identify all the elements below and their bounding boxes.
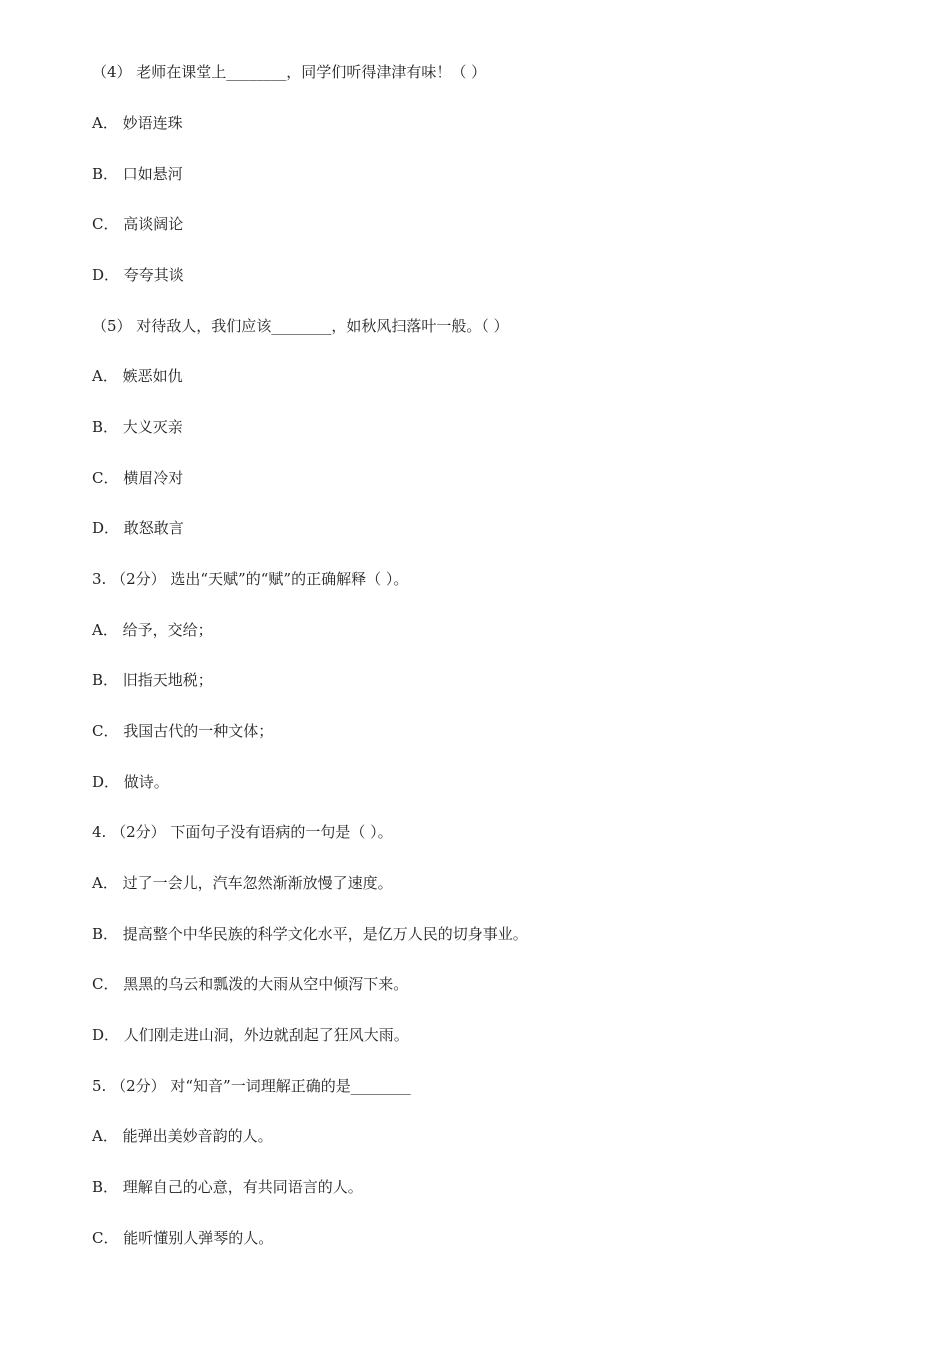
q4-option-d: D． 夸夸其谈 (92, 266, 184, 284)
q5main-option-b: B． 理解自己的心意，有共同语言的人。 (92, 1178, 363, 1196)
question-4-main-stem: 4. （2分） 下面句子没有语病的一句是（ ）。 (92, 823, 393, 841)
q3-option-a: A． 给予，交给； (92, 621, 213, 639)
q4main-option-d: D． 人们刚走进山洞，外边就刮起了狂风大雨。 (92, 1026, 409, 1044)
q5-option-d: D． 敢怒敢言 (92, 519, 184, 537)
question-3-stem: 3. （2分） 选出“天赋”的“赋”的正确解释（ ）。 (92, 570, 409, 588)
q4-option-c: C． 高谈阔论 (92, 215, 184, 233)
q4main-option-b: B． 提高整个中华民族的科学文化水平，是亿万人民的切身事业。 (92, 925, 528, 943)
question-5-main-stem: 5. （2分） 对“知音”一词理解正确的是________ (92, 1077, 411, 1095)
q5-option-a: A． 嫉恶如仇 (92, 367, 183, 385)
q4-option-b: B． 口如悬河 (92, 165, 183, 183)
question-4-stem: （4） 老师在课堂上________，同学们听得津津有味！（ ） (92, 63, 487, 81)
q5main-option-c: C． 能听懂别人弹琴的人。 (92, 1229, 274, 1247)
q4main-option-a: A． 过了一会儿，汽车忽然渐渐放慢了速度。 (92, 874, 393, 892)
q3-option-c: C． 我国古代的一种文体； (92, 722, 274, 740)
q4main-option-c: C． 黑黑的乌云和瓢泼的大雨从空中倾泻下来。 (92, 975, 409, 993)
q5-option-c: C． 横眉冷对 (92, 469, 184, 487)
question-5-stem: （5） 对待敌人，我们应该________，如秋风扫落叶一般。（ ） (92, 317, 509, 335)
q4-option-a: A． 妙语连珠 (92, 114, 183, 132)
q5main-option-a: A． 能弹出美妙音韵的人。 (92, 1127, 273, 1145)
q3-option-b: B． 旧指天地税； (92, 671, 213, 689)
q3-option-d: D． 做诗。 (92, 773, 169, 791)
q5-option-b: B． 大义灭亲 (92, 418, 183, 436)
